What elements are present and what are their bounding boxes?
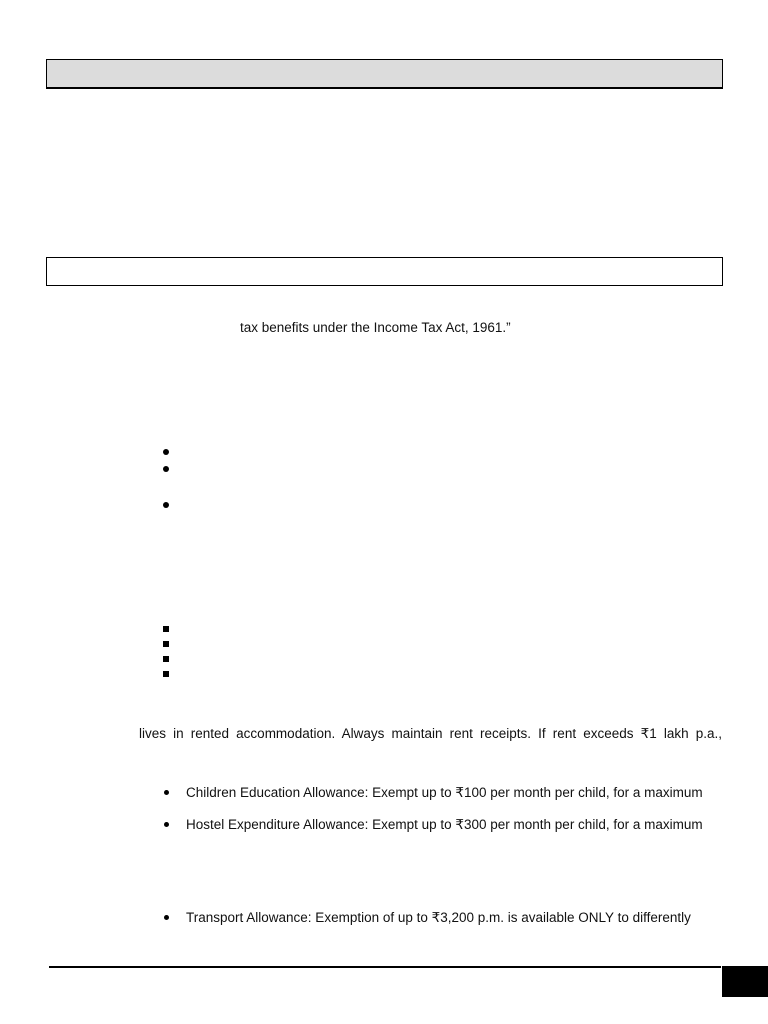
bullet-icon (163, 502, 169, 508)
square-bullet-icon (163, 641, 169, 647)
bullet-icon (164, 915, 169, 920)
allowance-item-children-education: Children Education Allowance: Exempt up to ₹100 per month per child, for a maximum (186, 785, 703, 800)
allowance-item-hostel-expenditure: Hostel Expenditure Allowance: Exempt up to ₹300 per month per child, for a maximum (186, 817, 703, 832)
bullet-icon (163, 466, 169, 472)
bullet-icon (164, 822, 169, 827)
rent-paragraph-line: lives in rented accommodation. Always maintain rent receipts. If rent exceeds ₹1 lakh p.a., (139, 726, 722, 741)
subsection-header-box (46, 257, 723, 286)
footer-rule (49, 966, 721, 968)
page-number-tab (722, 966, 768, 997)
allowance-item-transport: Transport Allowance: Exemption of up to ₹3,200 p.m. is available ONLY to differently (186, 910, 691, 925)
square-bullet-icon (163, 626, 169, 632)
bullet-icon (164, 790, 169, 795)
section-header-box (46, 59, 723, 89)
quote-text: tax benefits under the Income Tax Act, 1961.” (240, 320, 511, 335)
bullet-icon (163, 449, 169, 455)
square-bullet-icon (163, 671, 169, 677)
square-bullet-icon (163, 656, 169, 662)
